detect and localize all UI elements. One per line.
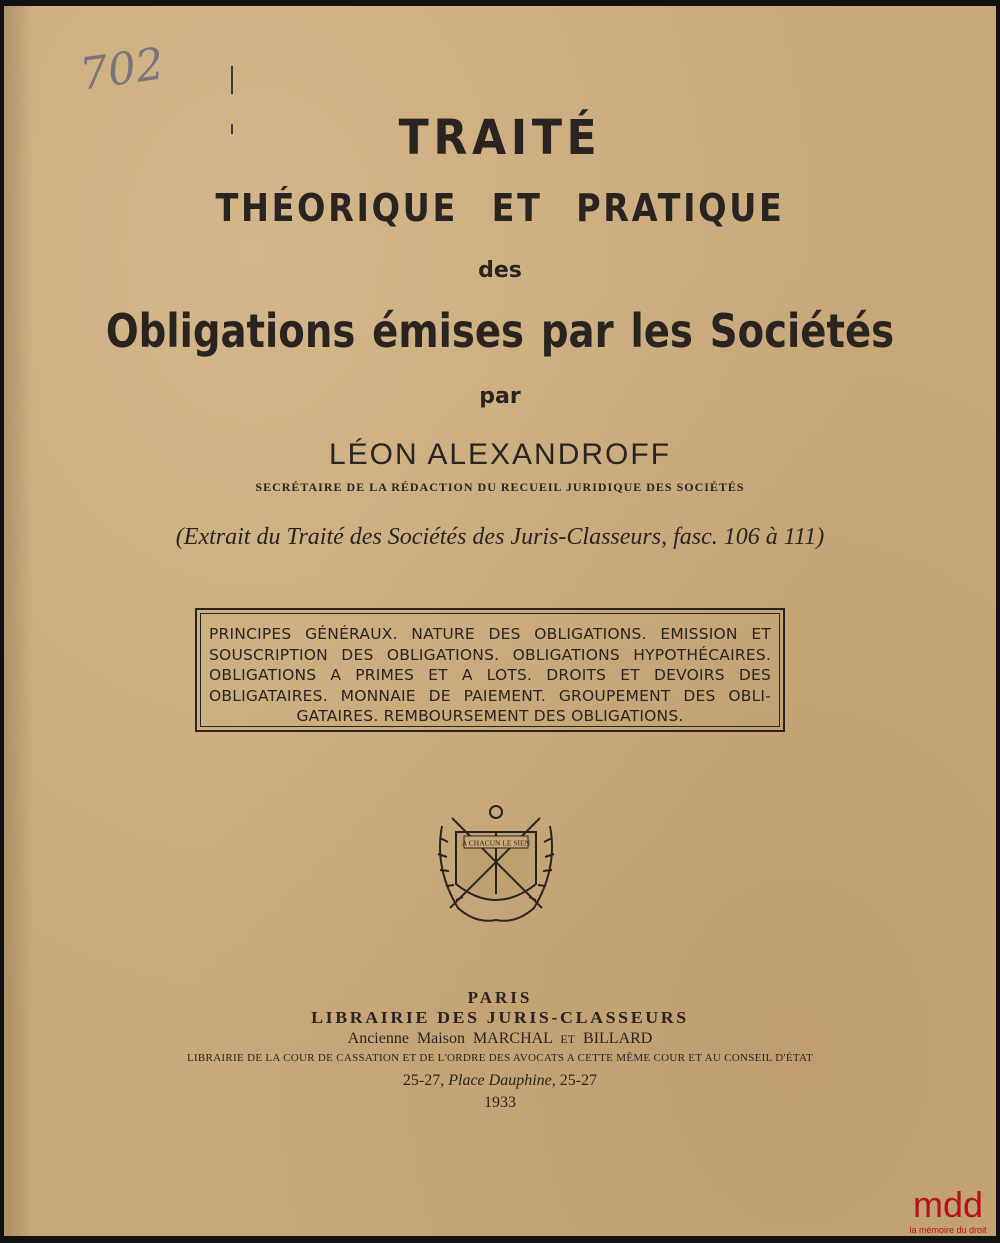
title-line-1: TRAITÉ bbox=[398, 110, 602, 166]
title-by: par bbox=[479, 384, 521, 409]
imprint-maison bbox=[4, 1030, 996, 1048]
address-street: Place Dauphine, bbox=[448, 1072, 556, 1089]
address-number-end: 25-27 bbox=[559, 1072, 598, 1089]
imprint-year: 1933 bbox=[484, 1094, 516, 1111]
mdd-tagline: la mémoire du droit bbox=[909, 1225, 987, 1235]
publisher-emblem bbox=[428, 798, 564, 934]
title-line-3: des bbox=[478, 258, 522, 283]
book-cover bbox=[4, 6, 996, 1236]
extract-note: (Extrait du Traité des Sociétés des Juris-Classeurs, fasc. 106 à 111) bbox=[175, 524, 825, 550]
handwritten-number: 702 bbox=[76, 38, 168, 101]
imprint-address bbox=[4, 1072, 996, 1090]
author-role: SECRÉTAIRE DE LA RÉDACTION DU RECUEIL JURIDIQUE DES SOCIÉTÉS bbox=[255, 480, 745, 494]
imprint-publisher: LIBRAIRIE DES JURIS-CLASSEURS bbox=[311, 1008, 689, 1027]
title-line-4: Obligations émises par les Sociétés bbox=[105, 304, 895, 358]
author-name: LÉON ALEXANDROFF bbox=[328, 438, 672, 471]
mdd-logo bbox=[900, 1185, 996, 1237]
contents-text: PRINCIPES GÉNÉRAUX. NATURE DES OBLIGATIONS. EMISSION ET SOUSCRIPTION DES OBLIGATIONS. OBLIGATIONS HYPOTHÉCAIRES. OBLIGATIONS A PRIMES ET A LOTS. DROITS ET DEVOIRS DES OBLIGATAIRES. MONNAIE DE PAIEMENT. GROUPEMENT DES OBLI-GATAIRES. REMBOURSEMENT DES OBLIGATIONS. bbox=[200, 613, 780, 727]
imprint-maison-suffix: BILLARD bbox=[583, 1030, 653, 1047]
address-number-start: 25-27, bbox=[402, 1072, 445, 1089]
contents-box bbox=[195, 608, 785, 732]
title-line-2: THÉORIQUE ET PRATIQUE bbox=[215, 186, 785, 230]
mdd-logo-text: mdd bbox=[912, 1185, 984, 1225]
emblem-motto: A CHACUN LE SIEN bbox=[461, 838, 531, 848]
imprint-maison-et: ET bbox=[560, 1032, 576, 1046]
imprint-maison-prefix: Ancienne Maison MARCHAL bbox=[347, 1030, 553, 1047]
imprint-city: PARIS bbox=[467, 988, 533, 1007]
imprint-librairie-line: LIBRAIRIE DE LA COUR DE CASSATION ET DE L'ORDRE DES AVOCATS A CETTE MÊME COUR ET AU CONSEIL D'ÉTAT bbox=[186, 1052, 814, 1064]
